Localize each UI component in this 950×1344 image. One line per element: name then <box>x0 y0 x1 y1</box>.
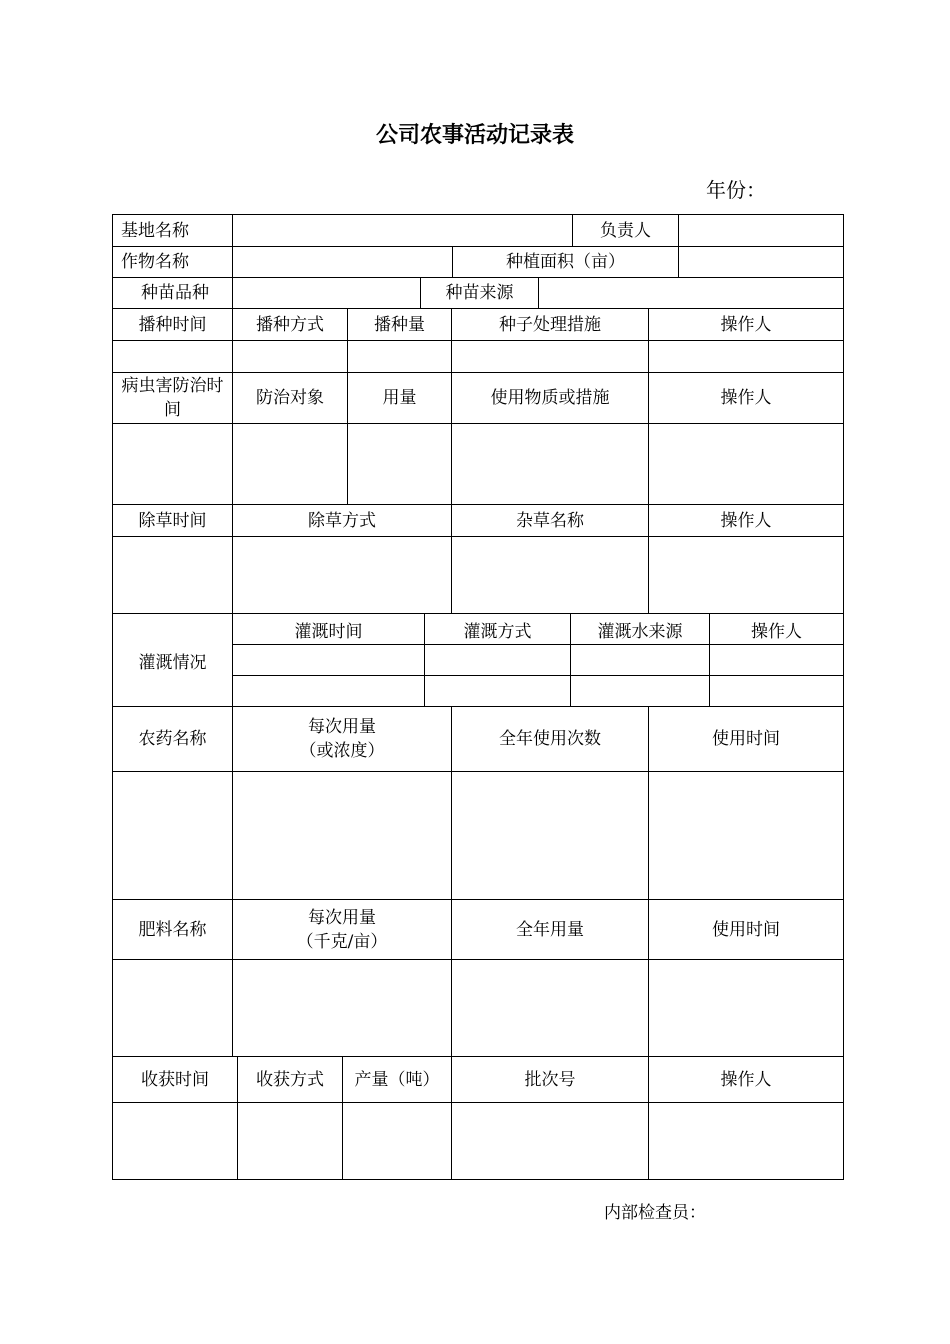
irrigation-grid <box>232 614 843 706</box>
pest-header-cell: 操作人 <box>648 373 843 423</box>
fertilizer-dose-label <box>232 900 451 959</box>
fertilizer-entry-row <box>113 959 843 1056</box>
entry-cell[interactable] <box>233 644 424 675</box>
pesticide-entry-row <box>113 771 843 899</box>
entry-cell[interactable] <box>232 960 451 1056</box>
irrigation-header-cell: 灌溉方式 <box>424 614 570 644</box>
year-label: 年份： <box>706 178 766 202</box>
entry-cell[interactable] <box>709 675 843 706</box>
irrigation-header-cell: 操作人 <box>709 614 843 644</box>
base-name-field[interactable] <box>232 215 572 246</box>
entry-cell[interactable] <box>451 1103 648 1179</box>
pest-entry-row <box>113 423 843 504</box>
seedling-source-field[interactable] <box>538 278 843 308</box>
entry-cell[interactable] <box>347 424 451 504</box>
pesticide-dose-label <box>232 707 451 771</box>
inspector-label: 内部检查员： <box>604 1203 706 1223</box>
weeding-header-cell: 除草方式 <box>232 505 451 536</box>
irrigation-header-cell: 灌溉水来源 <box>570 614 709 644</box>
seedling-source-label: 种苗来源 <box>420 278 538 308</box>
entry-cell[interactable] <box>648 960 843 1056</box>
sowing-header-cell: 播种方式 <box>232 309 347 340</box>
entry-cell[interactable] <box>113 960 232 1056</box>
harvest-header-cell: 收获时间 <box>141 1069 209 1090</box>
entry-cell[interactable] <box>648 1103 843 1179</box>
entry-cell[interactable] <box>424 675 570 706</box>
pesticide-name-label: 农药名称 <box>138 729 207 749</box>
entry-cell[interactable] <box>648 341 843 372</box>
pesticide-time-label: 使用时间 <box>648 707 843 771</box>
irrigation-label: 灌溉情况 <box>138 652 207 673</box>
fertilizer-dose-line: 每次用量 <box>308 907 376 928</box>
pesticide-header-row <box>113 706 843 771</box>
entry-cell[interactable] <box>232 424 347 504</box>
planting-area-field[interactable] <box>678 247 843 277</box>
entry-cell[interactable] <box>648 537 843 613</box>
manager-field[interactable] <box>678 215 843 246</box>
entry-cell[interactable] <box>709 644 843 675</box>
sowing-header-row <box>113 308 843 340</box>
weeding-header-cell: 除草时间 <box>138 510 207 531</box>
entry-cell[interactable] <box>570 644 709 675</box>
entry-cell[interactable] <box>113 537 232 613</box>
irrigation-header-cell: 灌溉时间 <box>294 621 363 642</box>
entry-cell[interactable] <box>113 772 232 899</box>
seedling-variety-field[interactable] <box>232 278 420 308</box>
sowing-entry-row <box>113 340 843 372</box>
entry-cell[interactable] <box>424 644 570 675</box>
base-name-label: 基地名称 <box>121 220 189 241</box>
crop-row <box>113 246 843 277</box>
weeding-header-cell: 操作人 <box>648 505 843 536</box>
fertilizer-name-label: 肥料名称 <box>138 919 207 940</box>
entry-cell[interactable] <box>113 341 232 372</box>
sowing-header-cell: 操作人 <box>648 309 843 340</box>
entry-cell[interactable] <box>451 424 648 504</box>
pesticide-times-label: 全年使用次数 <box>451 707 648 771</box>
entry-cell[interactable] <box>451 772 648 899</box>
planting-area-label: 种植面积（亩） <box>452 247 678 277</box>
harvest-header-cell: 操作人 <box>648 1057 843 1102</box>
fertilizer-annual-label: 全年用量 <box>451 900 648 959</box>
entry-cell[interactable] <box>232 537 451 613</box>
pest-header-cell: 使用物质或措施 <box>451 373 648 423</box>
sowing-header-cell: 播种量 <box>347 309 451 340</box>
weeding-header-row <box>113 504 843 536</box>
entry-cell[interactable] <box>451 960 648 1056</box>
pesticide-dose-line: 每次用量 <box>308 717 376 737</box>
harvest-header-cell: 批次号 <box>451 1057 648 1102</box>
harvest-header-cell: 产量（吨） <box>342 1057 451 1102</box>
weeding-header-cell: 杂草名称 <box>451 505 648 536</box>
base-row <box>113 215 843 246</box>
manager-label: 负责人 <box>572 215 678 246</box>
crop-name-field[interactable] <box>232 247 452 277</box>
record-table <box>112 214 844 1180</box>
crop-name-label: 作物名称 <box>121 252 189 272</box>
entry-cell[interactable] <box>648 772 843 899</box>
sowing-header-cell: 种子处理措施 <box>451 309 648 340</box>
entry-cell[interactable] <box>232 772 451 899</box>
harvest-header-row <box>113 1056 843 1102</box>
pest-header-cell: 用量 <box>347 373 451 423</box>
pest-header-row <box>113 372 843 423</box>
harvest-entry-row <box>113 1102 843 1179</box>
entry-cell[interactable] <box>570 675 709 706</box>
entry-cell[interactable] <box>648 424 843 504</box>
harvest-header-cell: 收获方式 <box>237 1057 342 1102</box>
entry-cell[interactable] <box>233 675 424 706</box>
seedling-row <box>113 277 843 308</box>
entry-cell[interactable] <box>113 424 232 504</box>
pest-header-cell: 病虫害防治时间 <box>121 376 224 420</box>
fertilizer-dose-line: （千克/亩） <box>296 931 388 952</box>
entry-cell[interactable] <box>232 341 347 372</box>
pesticide-dose-line: （或浓度） <box>299 741 385 761</box>
fertilizer-time-label: 使用时间 <box>648 900 843 959</box>
pest-header-cell: 防治对象 <box>232 373 347 423</box>
seedling-variety-label: 种苗品种 <box>141 283 209 303</box>
entry-cell[interactable] <box>451 341 648 372</box>
entry-cell[interactable] <box>113 1103 237 1179</box>
entry-cell[interactable] <box>342 1103 451 1179</box>
entry-cell[interactable] <box>451 537 648 613</box>
page-title: 公司农事活动记录表 <box>375 123 574 148</box>
entry-cell[interactable] <box>237 1103 342 1179</box>
weeding-entry-row <box>113 536 843 613</box>
sowing-header-cell: 播种时间 <box>138 314 207 335</box>
entry-cell[interactable] <box>347 341 451 372</box>
irrigation-section <box>113 613 843 706</box>
fertilizer-header-row <box>113 899 843 959</box>
